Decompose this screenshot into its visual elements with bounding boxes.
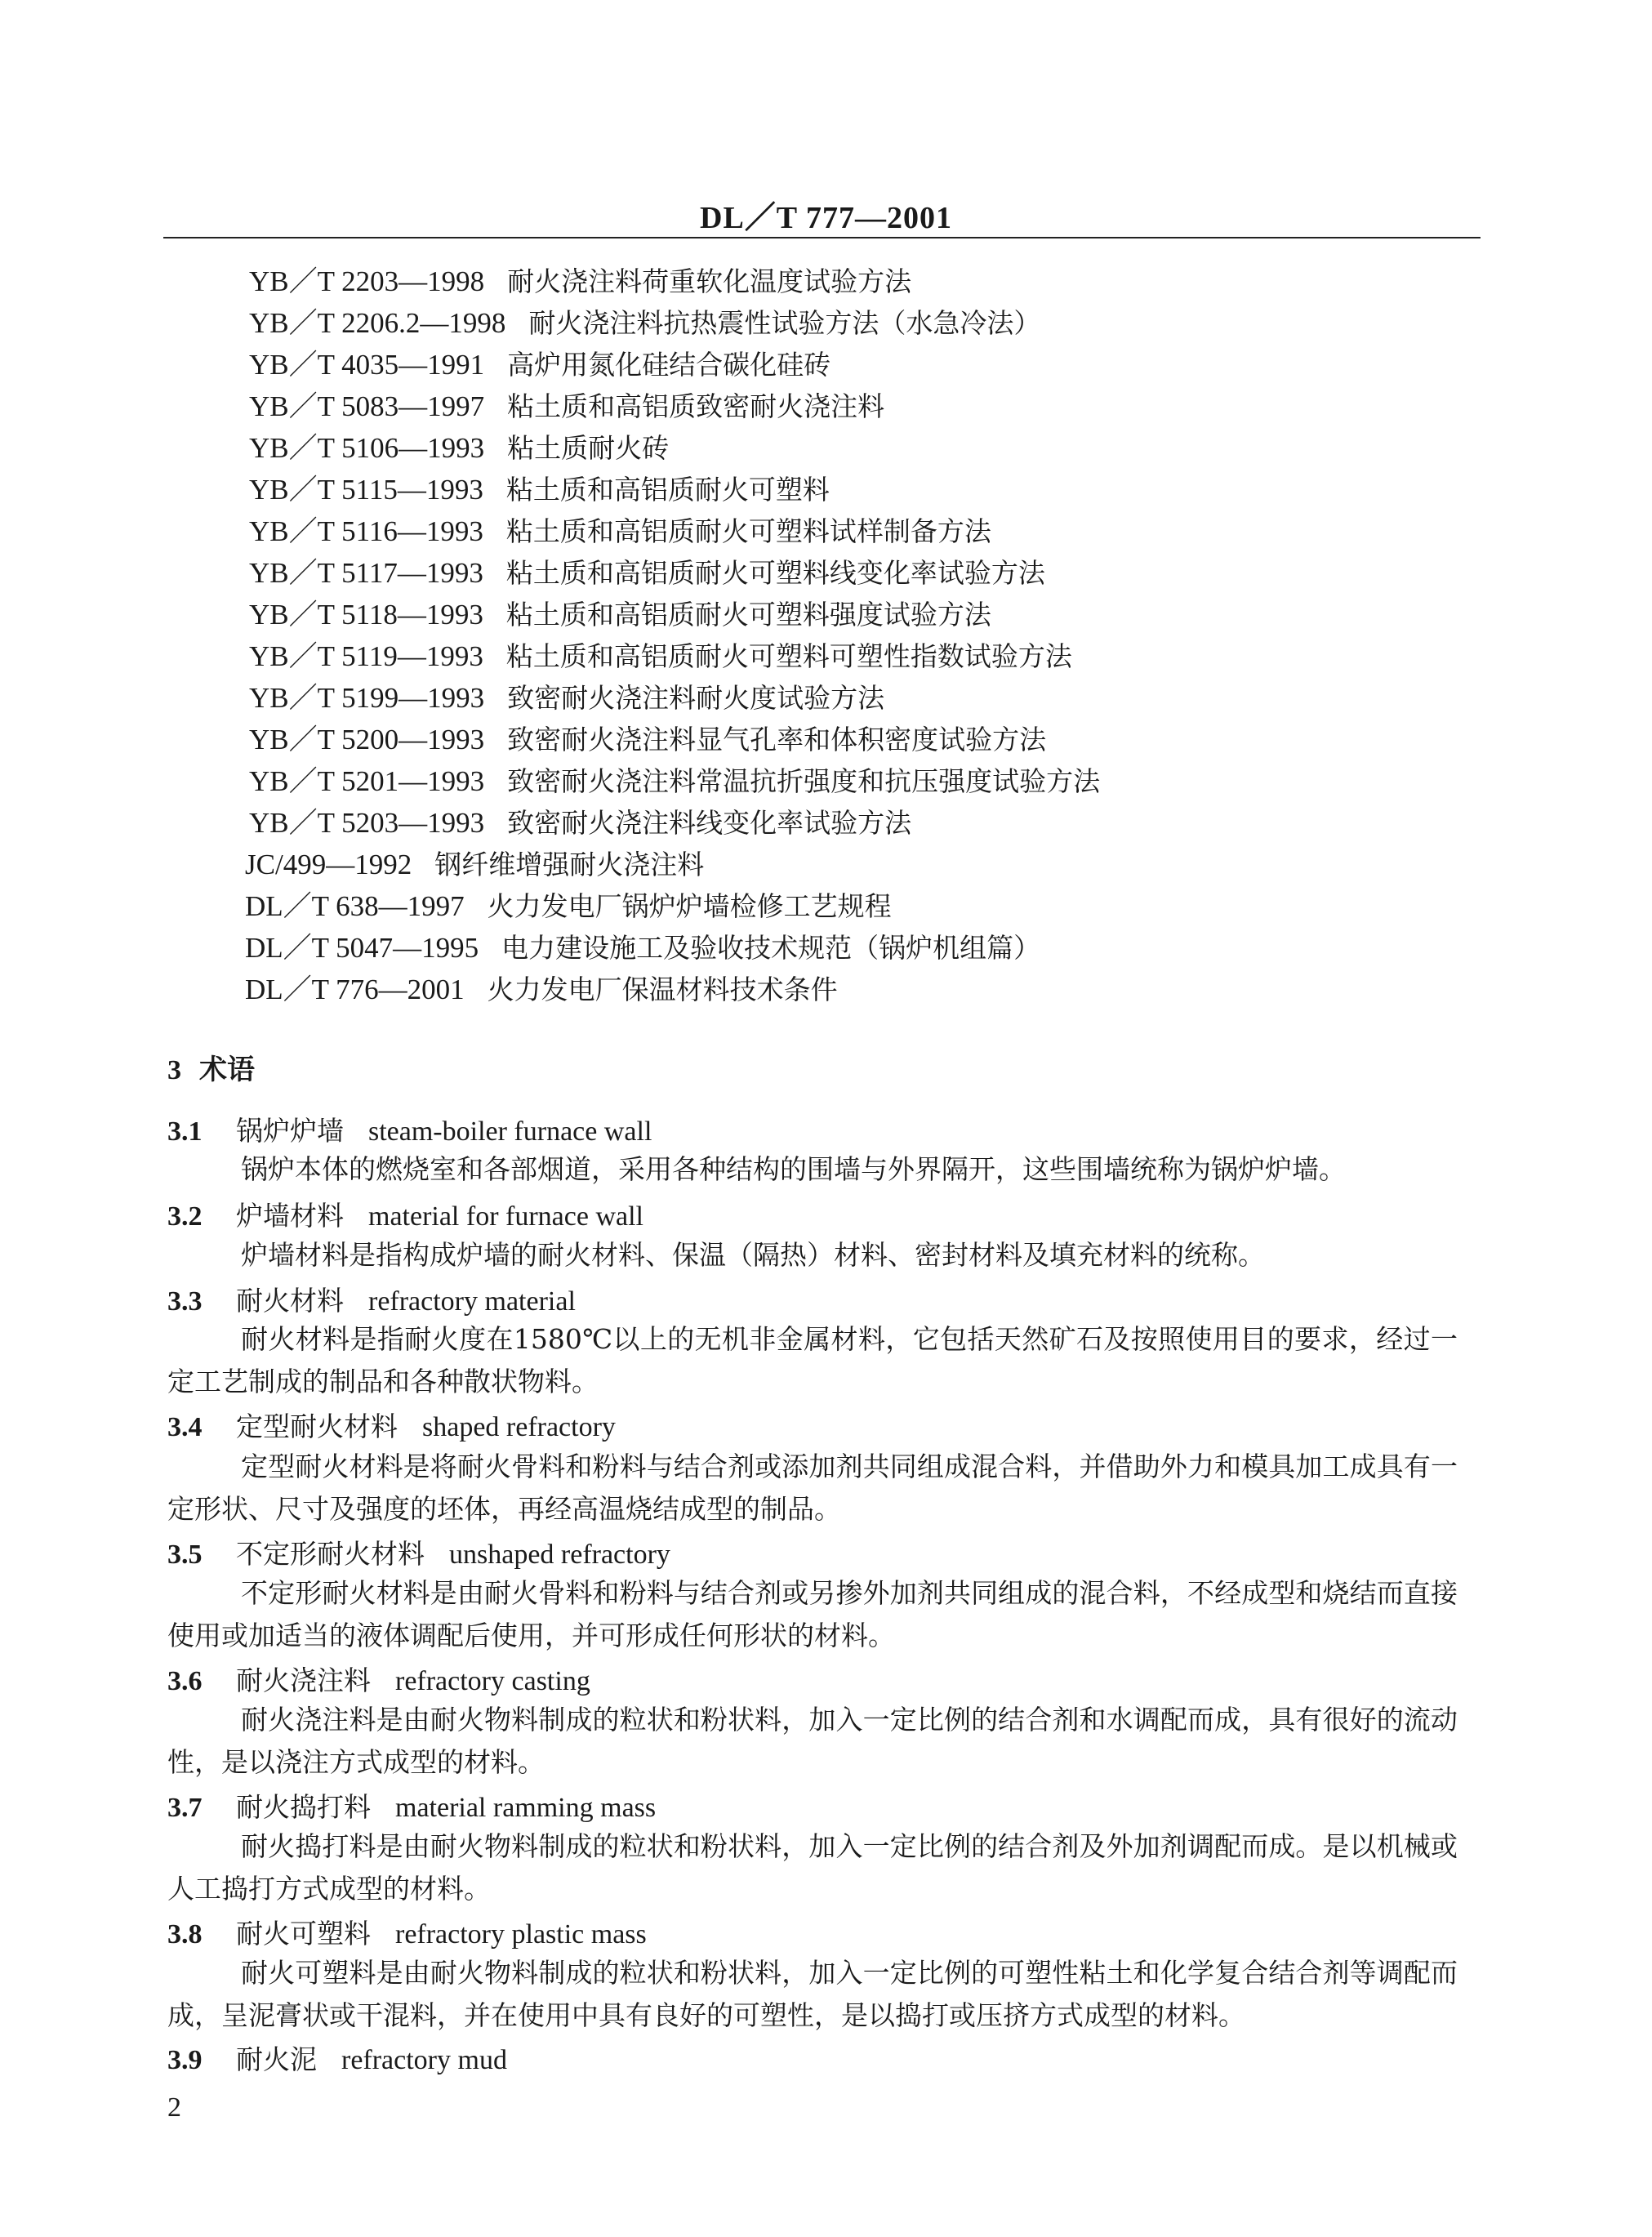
reference-item: DL／T 5047—1995 电力建设施工及验收技术规范（锅炉机组篇） (245, 932, 1041, 964)
term-definition: 定型耐火材料是将耐火骨料和粉料与结合剂或添加剂共同组成混合料，并借助外力和模具加工成具有一定形状、尺寸及强度的坯体，再经高温烧结成型的制品。 (167, 1450, 1458, 1525)
term-heading: 3.5 不定形耐火材料 unshaped refractory (167, 1538, 670, 1570)
term-definition: 耐火材料是指耐火度在1580℃以上的无机非金属材料，它包括天然矿石及按照使用目的要求，经过一定工艺制成的制品和各种散状物料。 (167, 1323, 1458, 1397)
term-heading: 3.2 炉墙材料 material for furnace wall (167, 1200, 643, 1232)
reference-item: YB／T 5117—1993 粘土质和高铝质耐火可塑料线变化率试验方法 (249, 557, 1045, 589)
term-definition: 炉墙材料是指构成炉墙的耐火材料、保温（隔热）材料、密封材料及填充材料的统称。 (241, 1239, 1265, 1271)
reference-item: YB／T 2206.2—1998 耐火浇注料抗热震性试验方法（水急冷法） (249, 307, 1041, 339)
reference-item: YB／T 5118—1993 粘土质和高铝质耐火可塑料强度试验方法 (249, 599, 991, 631)
term-definition: 锅炉本体的燃烧室和各部烟道，采用各种结构的围墙与外界隔开，这些围墙统称为锅炉炉墙。 (241, 1153, 1346, 1185)
reference-item: YB／T 5115—1993 粘土质和高铝质耐火可塑料 (249, 474, 830, 506)
reference-item: YB／T 5116—1993 粘土质和高铝质耐火可塑料试样制备方法 (249, 515, 991, 547)
reference-item: YB／T 5119—1993 粘土质和高铝质耐火可塑料可塑性指数试验方法 (249, 640, 1072, 672)
term-heading: 3.3 耐火材料 refractory material (167, 1285, 576, 1317)
reference-item: YB／T 5106—1993 粘土质耐火砖 (249, 432, 670, 464)
term-heading: 3.9 耐火泥 refractory mud (167, 2043, 507, 2075)
reference-item: YB／T 5201—1993 致密耐火浇注料常温抗折强度和抗压强度试验方法 (249, 765, 1101, 797)
reference-item: YB／T 5203—1993 致密耐火浇注料线变化率试验方法 (249, 807, 912, 839)
term-heading: 3.8 耐火可塑料 refractory plastic mass (167, 1918, 647, 1950)
reference-item: YB／T 2203—1998 耐火浇注料荷重软化温度试验方法 (249, 265, 912, 297)
term-heading: 3.6 耐火浇注料 refractory casting (167, 1664, 590, 1696)
term-heading: 3.1 锅炉炉墙 steam-boiler furnace wall (167, 1115, 652, 1147)
reference-item: JC/499—1992 钢纤维增强耐火浇注料 (245, 849, 705, 880)
term-definition: 耐火可塑料是由耐火物料制成的粒状和粉状料，加入一定比例的可塑性粘土和化学复合结合剂等调配而成，呈泥膏状或干混料，并在使用中具有良好的可塑性，是以捣打或压挤方式成型的材料。 (167, 1957, 1458, 2031)
header-rule (163, 237, 1481, 238)
reference-item: DL／T 776—2001 火力发电厂保温材料技术条件 (245, 974, 838, 1005)
reference-item: YB／T 5199—1993 致密耐火浇注料耐火度试验方法 (249, 682, 885, 714)
reference-item: YB／T 4035—1991 高炉用氮化硅结合碳化硅砖 (249, 349, 831, 381)
page-number: 2 (167, 2092, 181, 2123)
term-definition: 耐火浇注料是由耐火物料制成的粒状和粉状料，加入一定比例的结合剂和水调配而成，具有很好的流动性，是以浇注方式成型的材料。 (167, 1704, 1458, 1778)
term-definition: 耐火捣打料是由耐火物料制成的粒状和粉状料，加入一定比例的结合剂及外加剂调配而成。是以机械或人工捣打方式成型的材料。 (167, 1830, 1458, 1905)
term-definition: 不定形耐火材料是由耐火骨料和粉料与结合剂或另掺外加剂共同组成的混合料，不经成型和烧结而直接使用或加适当的液体调配后使用，并可形成任何形状的材料。 (167, 1577, 1458, 1651)
reference-item: YB／T 5200—1993 致密耐火浇注料显气孔率和体积密度试验方法 (249, 724, 1047, 755)
reference-item: YB／T 5083—1997 粘土质和高铝质致密耐火浇注料 (249, 390, 885, 422)
term-heading: 3.7 耐火捣打料 material ramming mass (167, 1791, 657, 1823)
reference-item: DL／T 638—1997 火力发电厂锅炉炉墙检修工艺规程 (245, 890, 892, 922)
section-heading: 3 术语 (167, 1054, 255, 1086)
term-heading: 3.4 定型耐火材料 shaped refractory (167, 1410, 616, 1442)
document-header: DL／T 777—2001 (700, 201, 952, 235)
